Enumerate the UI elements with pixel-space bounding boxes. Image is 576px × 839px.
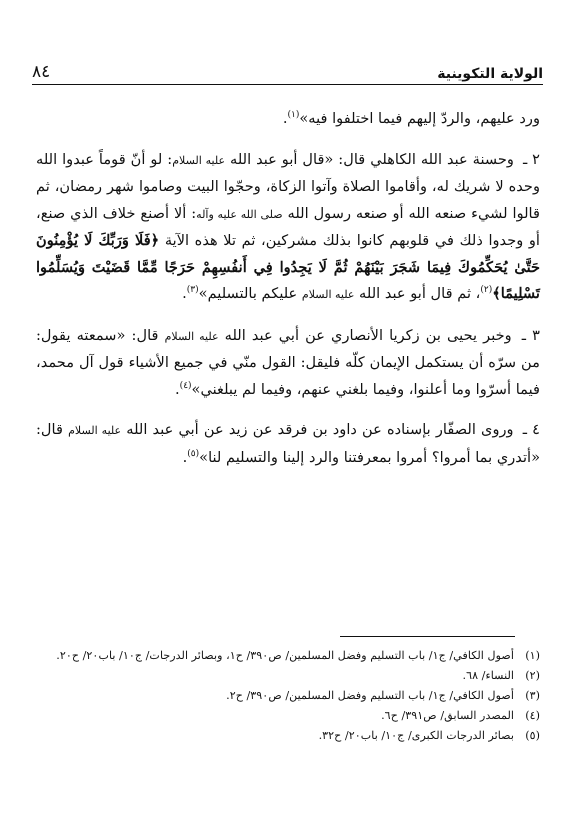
item-number: ٢ ـ	[522, 150, 541, 168]
sentence-end: .	[175, 380, 180, 398]
narration-text: قال: «سمعته يقول: من سرّه أن يستكمل الإيمان كلّه فليقل: القول منّي في جميع الأشياء قول آل محمد، فيما أسرّوا وما أعلنوا، وفيما بلغني عنهم، وفيما لم يبلغني»	[36, 326, 540, 398]
item-number: ٣ ـ	[521, 326, 540, 344]
page-header	[32, 60, 543, 82]
narration-text: وخبر يحيى بن زكريا الأنصاري عن أبي عبد الله	[218, 326, 512, 344]
footnote-item	[36, 666, 540, 686]
running-title: الولاية التكوينية	[437, 66, 543, 82]
footnote-ref: (٥)	[187, 448, 200, 459]
footnote-item	[36, 726, 540, 746]
continuation-text: ورد عليهم، والردّ إليهم فيما اختلفوا فيه»	[299, 110, 540, 127]
narration-2	[36, 147, 540, 309]
footnote-number: (٢)	[525, 669, 540, 682]
header-rule	[32, 84, 543, 85]
honorific-glyph: عليه السلام	[68, 424, 122, 437]
footnote-number: (١)	[525, 649, 540, 662]
honorific-glyph: عليه السلام	[164, 329, 219, 343]
footnotes-list	[36, 646, 540, 746]
footnote-ref: (٢)	[480, 285, 493, 296]
honorific-glyph: عليه السلام	[172, 153, 226, 167]
footnote-text: المصدر السابق/ ص٣٩١/ ح٦.	[381, 709, 514, 722]
main-text	[36, 106, 540, 485]
footnote-text: أصول الكافي/ ج١/ باب التسليم وفضل المسلمين/ ص٣٩٠/ ح١، وبصائر الدرجات/ ج١٠/ باب٢٠/ ح٢٠.	[56, 649, 514, 662]
sentence-end: .	[282, 110, 288, 127]
footnote-ref: (٣)	[186, 285, 199, 296]
narration-text: : ألا أصنع خلاف الذي صنع، أو وجدوا ذلك في قلوبهم كانوا بذلك مشركين، ثم تلا هذه الآية	[36, 204, 540, 249]
sentence-end: .	[182, 448, 188, 466]
footnote-text: أصول الكافي/ ج١/ باب التسليم وفضل المسلمين/ ص٣٩٠/ ح٢.	[226, 689, 514, 702]
narration-text: : لو أنّ قوماً عبدوا الله وحده لا شريك له، وأقاموا الصلاة وآتوا الزكاة، وحجّوا البيت وصاموا شهر رمضان، ثم قالوا لشيء صنعه الله أو صنعه رسول الله	[36, 150, 540, 222]
narration-text: قال: «أتدري بما أمروا؟ أمروا بمعرفتنا والرد إلينا والتسليم لنا»	[36, 421, 540, 466]
page-number: ٨٤	[32, 62, 51, 82]
footnote-number: (٣)	[525, 689, 540, 702]
footnote-item	[36, 646, 540, 666]
narration-3	[36, 323, 540, 404]
honorific-glyph: عليه السلام	[301, 288, 355, 301]
narration-4	[36, 417, 540, 471]
footnote-ref: (١)	[287, 110, 300, 121]
narration-text: عليكم بالتسليم»	[198, 285, 302, 302]
continuation-paragraph	[36, 106, 540, 133]
sentence-end: .	[182, 285, 187, 302]
footnote-item	[36, 706, 540, 726]
quran-verse: ﴿فَلَا وَرَبِّكَ لَا يُؤْمِنُونَ حَتَّىٰ يُحَكِّمُوكَ فِيمَا شَجَرَ بَيْنَهُمْ ثُمَّ لَا يَجِدُوا فِي أَنفُسِهِمْ حَرَجًا مِّمَّا قَضَيْتَ وَيُسَلِّمُوا تَسْلِيمًا﴾	[36, 232, 540, 302]
footnote-text: النساء/ ٦٨.	[462, 669, 514, 682]
item-number: ٤ ـ	[522, 421, 540, 438]
footnote-number: (٥)	[525, 729, 540, 742]
footnote-item	[36, 686, 540, 706]
footnote-number: (٤)	[525, 709, 540, 722]
narration-text: ، ثم قال أبو عبد الله	[354, 285, 481, 302]
honorific-glyph: صلى الله عليه وآله	[196, 207, 283, 221]
footnote-ref: (٤)	[179, 380, 192, 391]
narration-text: وروى الصفّار بإسناده عن داود بن فرقد عن زيد عن أبي عبد الله	[121, 421, 514, 438]
narration-text: وحسنة عبد الله الكاهلي قال: «قال أبو عبد الله	[225, 150, 514, 168]
footnote-text: بصائر الدرجات الكبرى/ ج١٠/ باب٢٠/ ح٣٢.	[318, 729, 514, 742]
footnote-separator	[340, 636, 515, 637]
